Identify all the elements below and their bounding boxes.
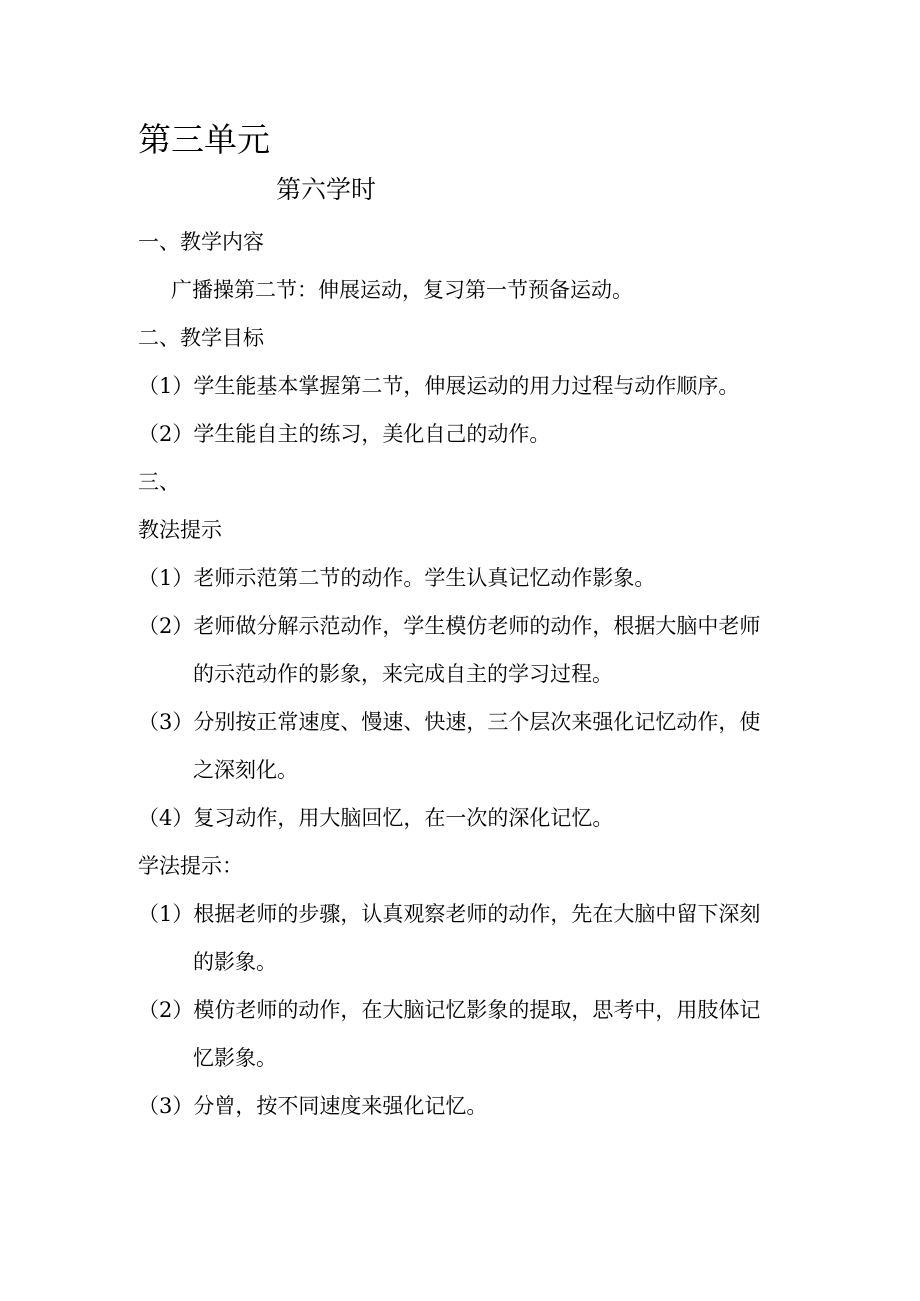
lesson-title: 第六学时 [276,175,377,204]
teaching-item-3-continued: 之深刻化。 [193,758,298,782]
learning-item-2: （2）模仿老师的动作，在大脑记忆影象的提取，思考中，用肢体记 [138,998,761,1022]
unit-title: 第三单元 [138,120,270,159]
learning-item-3: （3）分曾，按不同速度来强化记忆。 [138,1094,488,1118]
teaching-item-4: （4）复习动作，用大脑回忆，在一次的深化记忆。 [138,806,614,830]
learning-item-1-continued: 的影象。 [193,950,277,974]
goal-item-2: （2）学生能自主的练习，美化自己的动作。 [138,422,551,446]
section-heading-third: 三、 [138,470,180,494]
learning-item-2-continued: 忆影象。 [193,1046,277,1070]
teaching-item-1: （1）老师示范第二节的动作。学生认真记忆动作影象。 [138,566,656,590]
goal-item-1: （1）学生能基本掌握第二节，伸展运动的用力过程与动作顺序。 [138,374,740,398]
teaching-item-2: （2）老师做分解示范动作，学生模仿老师的动作，根据大脑中老师 [138,614,761,638]
teaching-item-3: （3）分别按正常速度、慢速、快速，三个层次来强化记忆动作，使 [138,710,761,734]
section-heading-goals: 二、教学目标 [138,326,264,350]
learning-tips-heading: 学法提示： [138,854,243,878]
teaching-tips-heading: 教法提示 [138,518,222,542]
section-heading-content: 一、教学内容 [138,230,264,254]
learning-item-1: （1）根据老师的步骤，认真观察老师的动作，先在大脑中留下深刻 [138,902,761,926]
content-text: 广播操第二节：伸展运动，复习第一节预备运动。 [171,278,633,302]
teaching-item-2-continued: 的示范动作的影象，来完成自主的学习过程。 [193,662,613,686]
